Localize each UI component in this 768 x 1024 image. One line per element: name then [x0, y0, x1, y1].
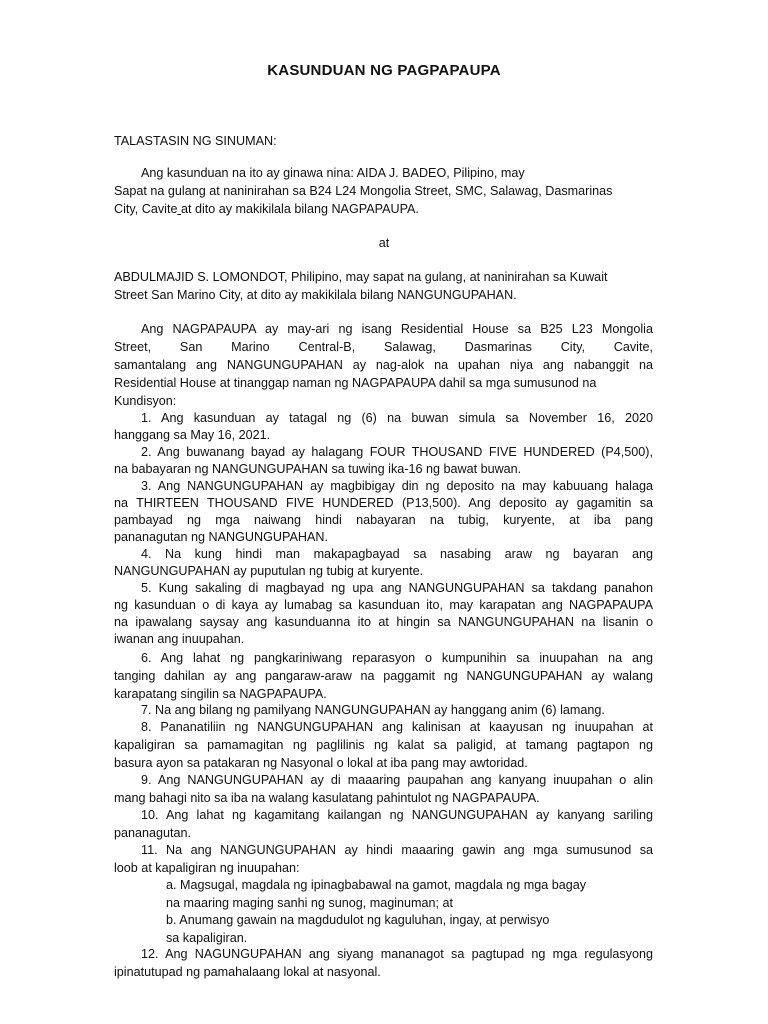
salutation: TALASTASIN NG SINUMAN:: [114, 134, 277, 148]
item-2-line-2: na babayaran ng NANGUNGUPAHAN sa tuwing ika-16 ng bawat buwan.: [114, 462, 522, 476]
item-8-line-2: kapaligiran sa pamamagitan ng paglilinis ng kalat sa paligid, at tamang pagtapon ng: [114, 738, 653, 752]
party1-line-1: Ang kasunduan na ito ay ginawa nina: AIDA J. BADEO, Pilipino, may: [141, 166, 525, 180]
item-11a-line-1: a. Magsugal, magdala ng ipinagbabawal na gamot, magdala ng mga bagay: [166, 878, 587, 892]
item-3-line-4: pananagutan ng NANGUNGUPAHAN.: [114, 530, 328, 544]
item-11b-line-1: b. Anumang gawain na magdudulot ng kaguluhan, ingay, at perwisyo: [166, 913, 550, 927]
party1-line-2: Sapat na gulang at naninirahan sa B24 L24 Mongolia Street, SMC, Salawag, Dasmarinas: [114, 184, 613, 198]
item-1-line-1: 1. Ang kasunduan ay tatagal ng (6) na buwan simula sa November 16, 2020: [141, 411, 653, 425]
party1-line-3: [114, 200, 419, 218]
item-4-line-2: NANGUNGUPAHAN ay puputulan ng tubig at kuryente.: [114, 564, 424, 578]
intro-line-2: Street, San Marino Central-B, Salawag, Dasmarinas City, Cavite,: [114, 340, 653, 354]
party1-designation: at dito ay makikilala bilang NAGPAPAUPA.: [180, 202, 419, 216]
party1-city: City, Cavite: [114, 202, 178, 216]
item-6-line-2: tanging dahilan ay ang pangaraw-araw na paggamit ng NANGUNGUPAHAN ay walang: [114, 669, 653, 683]
item-3-line-2: na THIRTEEN THOUSAND FIVE HUNDERED (P13,500). Ang deposito ay gagamitin sa: [114, 496, 653, 510]
item-10-line-2: pananagutan.: [114, 826, 192, 840]
item-8-line-3: basura ayon sa patakaran ng Nasyonal o lokal at iba pang may awtoridad.: [114, 756, 528, 770]
item-6-line-1: 6. Ang lahat ng pangkariniwang reparasyon o kumpunihin sa inuupahan na ang: [141, 651, 653, 665]
party2-line-2: Street San Marino City, at dito ay makikilala bilang NANGUNGUPAHAN.: [114, 288, 517, 302]
item-5-line-1: 5. Kung sakaling di magbayad ng upa ang NANGUNGUPAHAN sa takdang panahon: [141, 581, 653, 595]
item-12-line-2: ipinatutupad ng pamahalaang lokal at nasyonal.: [114, 965, 381, 979]
item-1-line-2: hanggang sa May 16, 2021.: [114, 428, 271, 442]
party2-line-1: ABDULMAJID S. LOMONDOT, Philipino, may sapat na gulang, at naninirahan sa Kuwait: [114, 270, 608, 284]
item-2-line-1: 2. Ang buwanang bayad ay halagang FOUR THOUSAND FIVE HUNDERED (P4,500),: [141, 445, 653, 459]
intro-line-5: Kundisyon:: [114, 394, 177, 408]
intro-line-4: Residential House at tinanggap naman ng NAGPAPAUPA dahil sa mga sumusunod na: [114, 376, 597, 390]
item-6-line-3: karapatang singilin sa NAGPAPAUPA.: [114, 687, 327, 701]
item-12-line-1: 12. Ang NAGUNGUPAHAN ang siyang mananagot sa pagtupad ng mga regulasyong: [141, 947, 653, 961]
item-11b-line-2: sa kapaligiran.: [166, 931, 248, 945]
item-11-line-1: 11. Na ang NANGUNGUPAHAN ay hindi maaaring gawin ang mga sumusunod sa: [141, 843, 653, 857]
item-5-line-4: iwanan ang inuupahan.: [114, 632, 245, 646]
document-title: KASUNDUAN NG PAGPAPAUPA: [267, 62, 501, 79]
item-10-line-1: 10. Ang lahat ng kagamitang kailangan ng NANGUNGUPAHAN ay kanyang sariling: [141, 808, 653, 822]
item-5-line-3: na ipawalang saysay ang kasunduanna ito at hingin sa NANGUNGUPAHAN na lisanin o: [114, 615, 653, 629]
item-8-line-1: 8. Pananatiliin ng NANGUNGUPAHAN ang kalinisan at kaayusan ng inuupahan at: [141, 720, 653, 734]
conjunction: at: [378, 236, 390, 250]
intro-line-1: Ang NAGPAPAUPA ay may-ari ng isang Residential House sa B25 L23 Mongolia: [141, 322, 653, 336]
item-9-line-2: mang bahagi nito sa iba na walang kasulatang pahintulot ng NAGPAPAUPA.: [114, 791, 540, 805]
item-11-line-2: loob at kapaligiran ng inuupahan:: [114, 861, 300, 875]
intro-line-3: samantalang ang NANGUNGUPAHAN ay nag-alok na upahan niya ang nabanggit na: [114, 358, 653, 372]
item-7-line-1: 7. Na ang bilang ng pamilyang NANGUNGUPAHAN ay hanggang anim (6) lamang.: [141, 703, 605, 717]
item-9-line-1: 9. Ang NANGUNGUPAHAN ay di maaaring paupahan ang kanyang inuupahan o alin: [141, 773, 653, 787]
item-3-line-1: 3. Ang NANGUNGUPAHAN ay magbibigay din ng deposito na may kabuuang halaga: [141, 479, 653, 493]
item-11a-line-2: na maaring maging sanhi ng sunog, maginuman; at: [166, 896, 454, 910]
item-5-line-2: ng kasunduan o di kaya ay lumabag sa kasunduan ito, may karapatan ang NAGPAPAUPA: [114, 598, 653, 612]
item-4-line-1: 4. Na kung hindi man makapagbayad sa nasabing araw ng bayaran ang: [141, 547, 653, 561]
item-3-line-3: pambayad ng mga naiwang hindi nabayaran na tubig, kuryente, at iba pang: [114, 513, 653, 527]
